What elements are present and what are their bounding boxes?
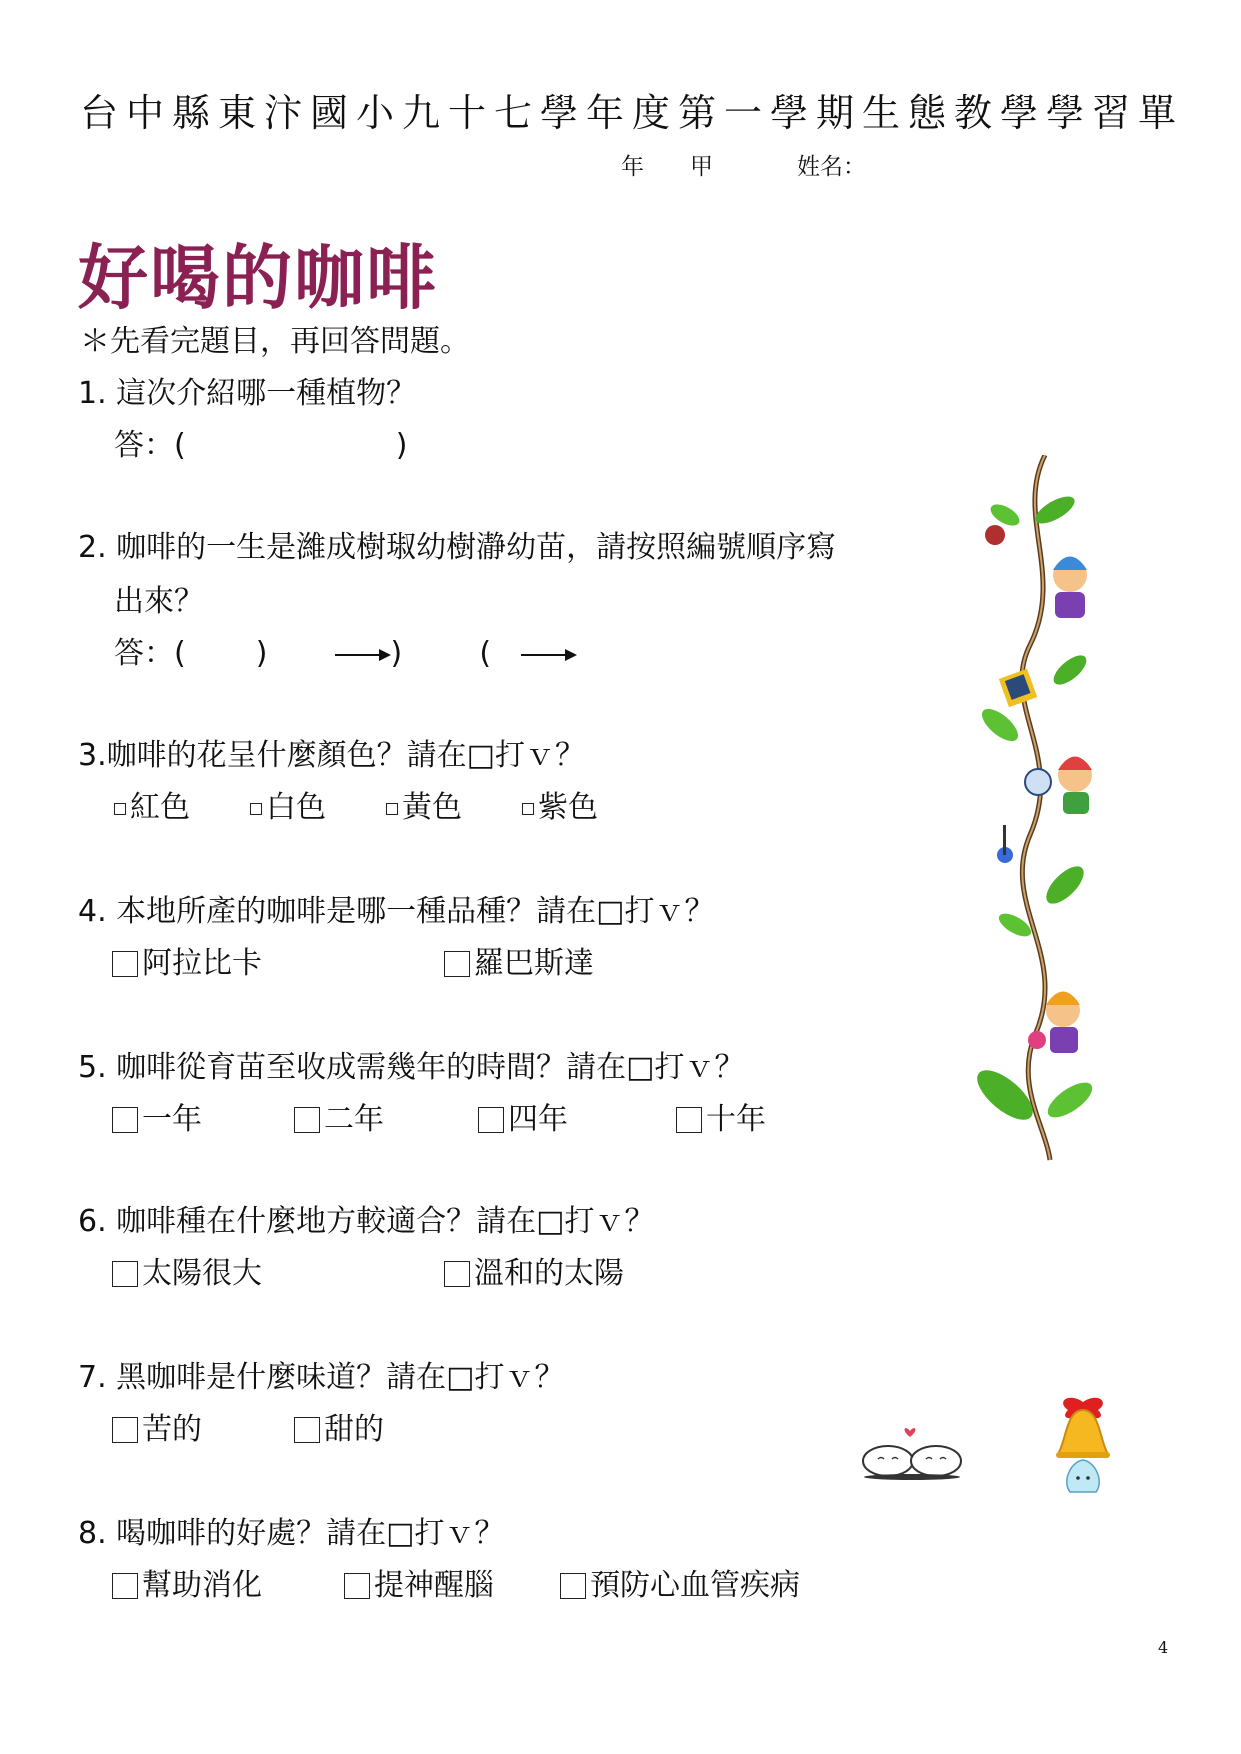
checkbox[interactable] <box>112 1573 138 1599</box>
question-3: 3.咖啡的花呈什麼顏色？請在□打ｖ？ <box>78 738 585 773</box>
checkbox[interactable] <box>112 1261 138 1287</box>
checkbox[interactable] <box>112 1417 138 1443</box>
page-number: 4 <box>1158 1638 1169 1657</box>
question-7: 7. 黑咖啡是什麼味道？請在□打ｖ？ <box>78 1360 565 1395</box>
smiling-dumplings-icon <box>860 1423 965 1483</box>
arrow-icon <box>521 643 577 667</box>
answer-1-close: ) <box>395 428 408 463</box>
class-label: 年 甲 <box>621 154 713 180</box>
answer-2-paren-open-3: ( <box>479 636 492 671</box>
name-label: 姓名： <box>797 154 866 180</box>
checkbox[interactable] <box>112 951 138 977</box>
q5-option-2[interactable] <box>294 1094 384 1138</box>
q7-option-1-label: 苦的 <box>142 1412 202 1447</box>
worksheet-header-title: 台中縣東汴國小九十七學年度第一學期生態教學學習單 <box>80 91 1185 135</box>
arrow-icon <box>335 643 391 667</box>
q8-option-1[interactable] <box>112 1560 262 1604</box>
answer-2 <box>114 628 577 672</box>
question-1: 1. 這次介紹哪一種植物？ <box>78 376 417 411</box>
q4-option-1-label: 阿拉比卡 <box>142 946 262 981</box>
q3-option-2[interactable] <box>250 782 326 826</box>
question-2: 2. 咖啡的一生是濰成樹琡幼樹瀞幼苗，請按照編號順序寫 <box>78 530 837 565</box>
q3-option-1-label: 紅色 <box>130 790 190 825</box>
checkbox[interactable] <box>386 803 398 815</box>
q5-option-2-label: 二年 <box>324 1102 384 1137</box>
answer-1-label: 答：( <box>114 428 186 463</box>
q6-option-2[interactable] <box>444 1248 624 1292</box>
checkbox[interactable] <box>344 1573 370 1599</box>
q5-option-3-label: 四年 <box>508 1102 568 1137</box>
q8-option-1-label: 幫助消化 <box>142 1568 262 1603</box>
q3-option-3[interactable] <box>386 782 462 826</box>
q3-option-1[interactable] <box>114 782 190 826</box>
bell-icon <box>1048 1392 1118 1517</box>
q4-option-1[interactable] <box>112 938 262 982</box>
checkbox[interactable] <box>112 1107 138 1133</box>
q8-option-2-label: 提神醒腦 <box>374 1568 494 1603</box>
checkbox[interactable] <box>676 1107 702 1133</box>
answer-2-paren-close-2: ) <box>390 636 403 671</box>
checkbox[interactable] <box>294 1107 320 1133</box>
instruction: ＊先看完題目，再回答問題。 <box>80 324 470 359</box>
q7-option-1[interactable] <box>112 1404 202 1448</box>
checkbox[interactable] <box>294 1417 320 1443</box>
q6-option-1-label: 太陽很大 <box>142 1256 262 1291</box>
question-8: 8. 喝咖啡的好處？請在□打ｖ？ <box>78 1516 505 1551</box>
beanstalk-kids-illustration <box>975 455 1105 1165</box>
question-5: 5. 咖啡從育苗至收成需幾年的時間？請在□打ｖ？ <box>78 1050 745 1085</box>
q6-option-1[interactable] <box>112 1248 262 1292</box>
checkbox[interactable] <box>478 1107 504 1133</box>
q7-option-2[interactable] <box>294 1404 384 1448</box>
q6-option-2-label: 溫和的太陽 <box>474 1256 624 1291</box>
worksheet-title: 好喝的咖啡 <box>78 237 438 319</box>
checkbox[interactable] <box>522 803 534 815</box>
question-4: 4. 本地所產的咖啡是哪一種品種？請在□打ｖ？ <box>78 894 715 929</box>
answer-2-paren-close-1: ) <box>255 636 268 671</box>
checkbox[interactable] <box>444 1261 470 1287</box>
q8-option-2[interactable] <box>344 1560 494 1604</box>
q3-option-3-label: 黃色 <box>402 790 462 825</box>
q4-option-2[interactable] <box>444 938 594 982</box>
checkbox[interactable] <box>444 951 470 977</box>
question-2-line2: 出來？ <box>114 584 204 619</box>
q5-option-4[interactable] <box>676 1094 766 1138</box>
answer-1 <box>114 420 407 464</box>
q4-option-2-label: 羅巴斯達 <box>474 946 594 981</box>
q5-option-4-label: 十年 <box>706 1102 766 1137</box>
q8-option-3-label: 預防心血管疾病 <box>590 1568 800 1603</box>
checkbox[interactable] <box>250 803 262 815</box>
q5-option-3[interactable] <box>478 1094 568 1138</box>
q7-option-2-label: 甜的 <box>324 1412 384 1447</box>
q5-option-1-label: 一年 <box>142 1102 202 1137</box>
answer-2-label: 答：( <box>114 636 186 671</box>
question-6: 6. 咖啡種在什麼地方較適合？請在□打ｖ？ <box>78 1204 655 1239</box>
q3-option-2-label: 白色 <box>266 790 326 825</box>
checkbox[interactable] <box>560 1573 586 1599</box>
q3-option-4[interactable] <box>522 782 598 826</box>
q3-option-4-label: 紫色 <box>538 790 598 825</box>
q5-option-1[interactable] <box>112 1094 202 1138</box>
checkbox[interactable] <box>114 803 126 815</box>
q8-option-3[interactable] <box>560 1560 800 1604</box>
